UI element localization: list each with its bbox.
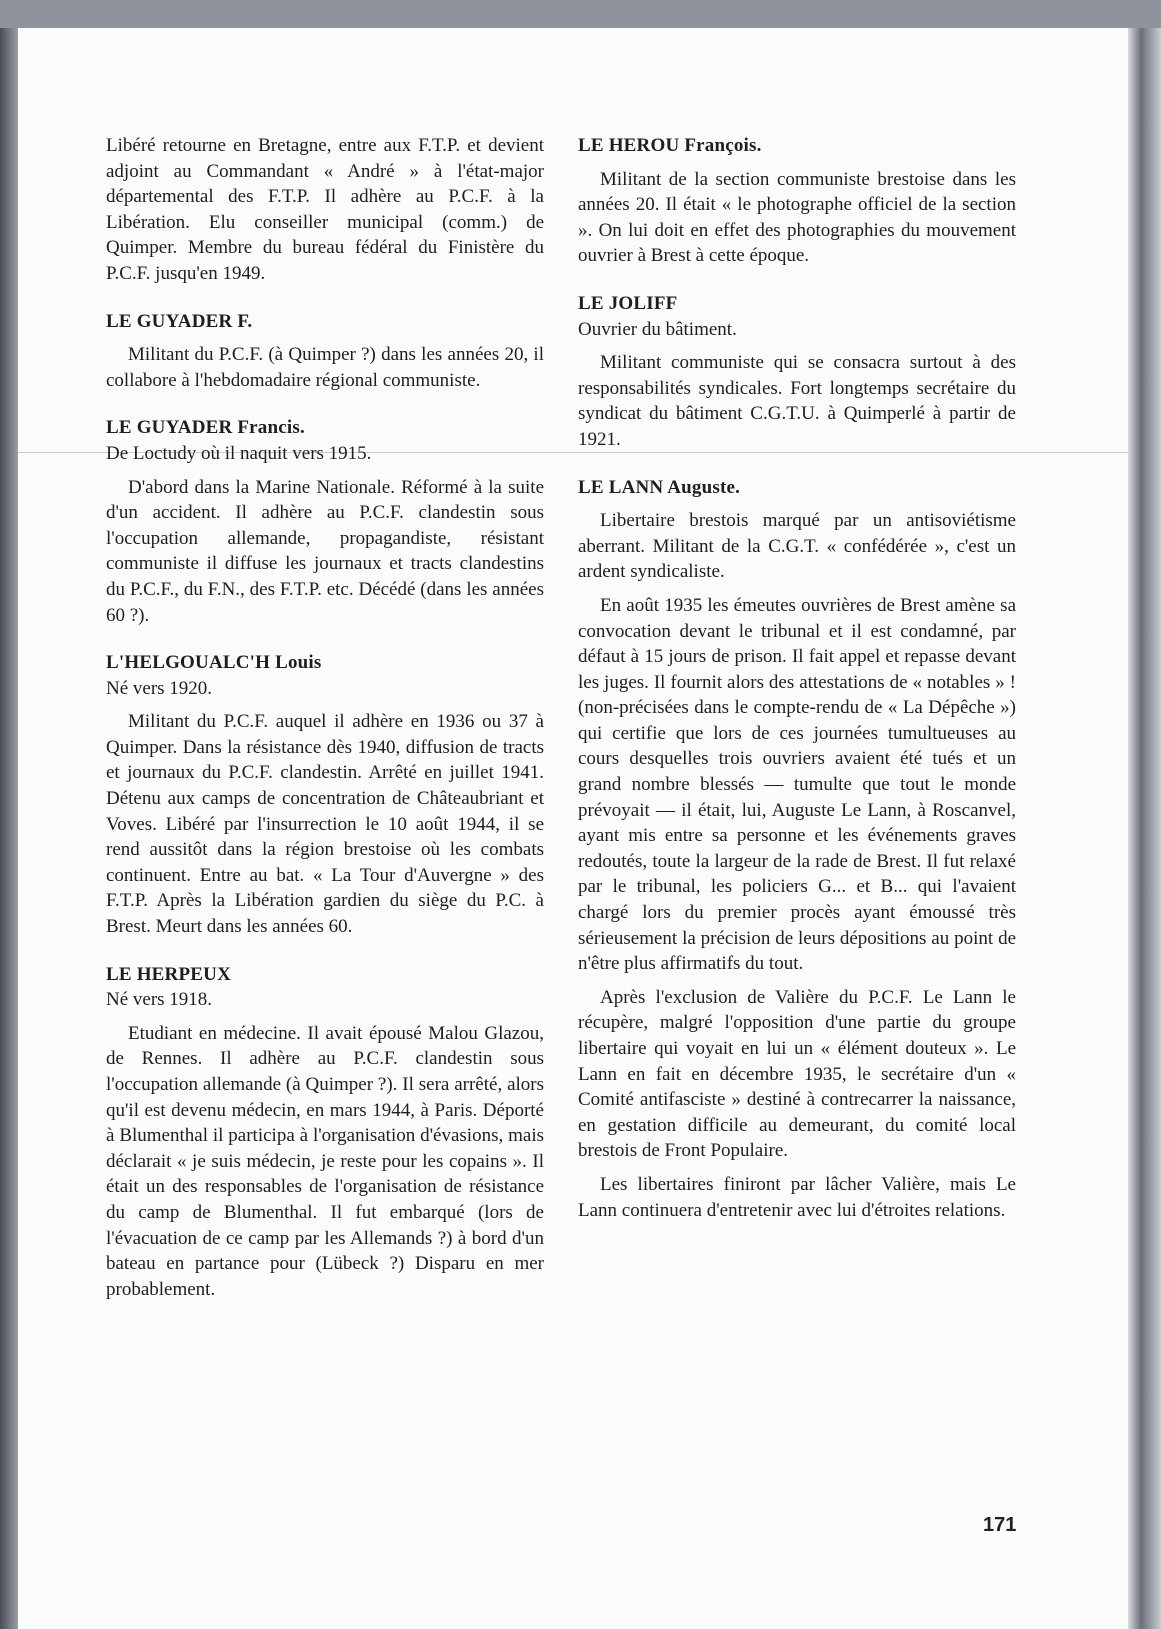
continued-entry: [106, 133, 544, 287]
entry-subtitle: Ouvrier du bâtiment.: [578, 318, 737, 340]
entry-subtitle: Né vers 1920.: [106, 677, 213, 699]
entry-name: LE GUYADER Francis.: [106, 417, 305, 439]
entry-name: LE LANN Auguste.: [578, 476, 741, 498]
biography-entry: [106, 415, 544, 628]
entry-paragraph: Libéré retourne en Bretagne, entre aux F.T.P. et devient adjoint au Commandant « André » à l'état-major départemental des F.T.P. Il adhère au P.C.F. à la Libération. Elu conseiller municipal (comm.) de Quimper. Membre du bureau fédéral du Finistère du P.C.F. jusqu'en 1949.: [106, 135, 544, 284]
entry-paragraph: Militant du P.C.F. auquel il adhère en 1936 ou 37 à Quimper. Dans la résistance dès 1940, diffusion de tracts et journaux du P.C.F. clandestin. Arrêté en juillet 1941. Détenu aux camps de concentration de Châteaubriant et Voves. Libéré par l'insurrection le 10 août 1944, il se rend aussitôt dans la région brestoise où les combats continuent. Entre au bat. « La Tour d'Auvergne » des F.T.P. Après la Libération gardien du siège du P.C. à Brest. Meurt dans les années 60.: [106, 711, 544, 938]
entry-paragraph: D'abord dans la Marine Nationale. Réformé à la suite d'un accident. Il adhère au P.C.F. clandestin sous l'occupation allemande, propagandiste, résistant communiste il diffuse les journaux et tracts clandestins du P.C.F., du F.N., des F.T.P. etc. Décédé (dans les années 60 ?).: [106, 476, 544, 626]
entry-paragraph: Etudiant en médecine. Il avait épousé Malou Glazou, de Rennes. Il adhère au P.C.F. clandestin sous l'occupation allemande (à Quimper ?). Il sera arrêté, alors qu'il est devenu médecin, en mars 1944, à Paris. Déporté à Blumenthal il participa à l'organisation d'évasions, mais déclarait « je suis médecin, je reste pour les copains ». Il était un des responsables de l'organisation de résistance du camp de Blumenthal. Il fut embarqué (lors de l'évacuation de ce camp par les Allemands ?) à bord d'un bateau en partance pour (Lübeck ?) Disparu en mer probablement.: [106, 1022, 544, 1300]
entry-name: L'HELGOUALC'H Louis: [106, 652, 322, 674]
book-left-edge: [0, 28, 18, 1629]
biography-entry: [106, 309, 544, 394]
biography-entry: [578, 475, 1016, 1224]
biography-entry: [106, 650, 544, 940]
entry-paragraph: Militant communiste qui se consacra surtout à des responsabilités syndicales. Fort longtemps secrétaire du syndicat du bâtiment C.G.T.U. à Quimperlé à partir de 1921.: [578, 352, 1016, 450]
biography-entry: [106, 962, 544, 1303]
biography-entry: [578, 133, 1016, 269]
page-number: 171: [983, 1514, 1017, 1536]
entry-paragraph: En août 1935 les émeutes ouvrières de Brest amène sa convocation devant le tribunal et il est condamné, par défaut à 15 jours de prison. Il fait appel et repasse devant les juges. Il fournit alors des attestations de « notables » ! (non-précisées dans le compte-rendu de « La Dépêche ») qui certifie que lors de ces journées tumultueuses au cours desquelles trois ouvriers avaient été tués et un grand nombre blessés — tumulte que tout le monde prévoyait — il était, lui, Auguste Le Lann, à Roscanvel, ayant mis entre sa personne et les événements graves redoutés, toute la largeur de la rade de Brest. Il fut relaxé par le tribunal, les policiers G... et B... qui l'avaient chargé lors du premier procès ayant émoussé très sérieusement la précision de leurs dépositions au point de n'être plus affirmatifs du tout.: [578, 594, 1016, 975]
entry-paragraph: Militant du P.C.F. (à Quimper ?) dans les années 20, il collabore à l'hebdomadaire régional communiste.: [106, 344, 544, 391]
entry-name: LE HEROU François.: [578, 135, 762, 156]
entry-name: LE JOLIFF: [578, 292, 678, 314]
entry-paragraph: Après l'exclusion de Valière du P.C.F. Le Lann le récupère, malgré l'opposition d'une partie du groupe libertaire qui voyait en lui un « élément douteux ». Le Lann en fait en décembre 1935, le secrétaire d'un « Comité antifasciste » destiné à contrecarrer la naissance, en gestation difficile au demeurant, du comité local brestois de Front Populaire.: [578, 986, 1016, 1162]
biography-entry: [578, 291, 1016, 453]
entry-subtitle: Né vers 1918.: [106, 989, 213, 1011]
left-column: [106, 133, 544, 1302]
entry-subtitle: De Loctudy où il naquit vers 1915.: [106, 442, 372, 464]
entry-paragraph: Libertaire brestois marqué par un antisoviétisme aberrant. Militant de la C.G.T. « confédérée », c'est un ardent syndicaliste.: [578, 510, 1016, 583]
right-column: [578, 133, 1016, 1223]
entry-name: LE GUYADER F.: [106, 310, 253, 332]
book-binding-edge: [1128, 28, 1161, 1629]
entry-paragraph: Les libertaires finiront par lâcher Valière, mais Le Lann continuera d'entretenir avec lui d'étroites relations.: [578, 1173, 1016, 1221]
entry-name: LE HERPEUX: [106, 963, 231, 985]
entry-paragraph: Militant de la section communiste brestoise dans les années 20. Il était « le photographe officiel de la section ». On lui doit en effet des photographies du mouvement ouvrier à Brest à cette époque.: [578, 168, 1016, 267]
